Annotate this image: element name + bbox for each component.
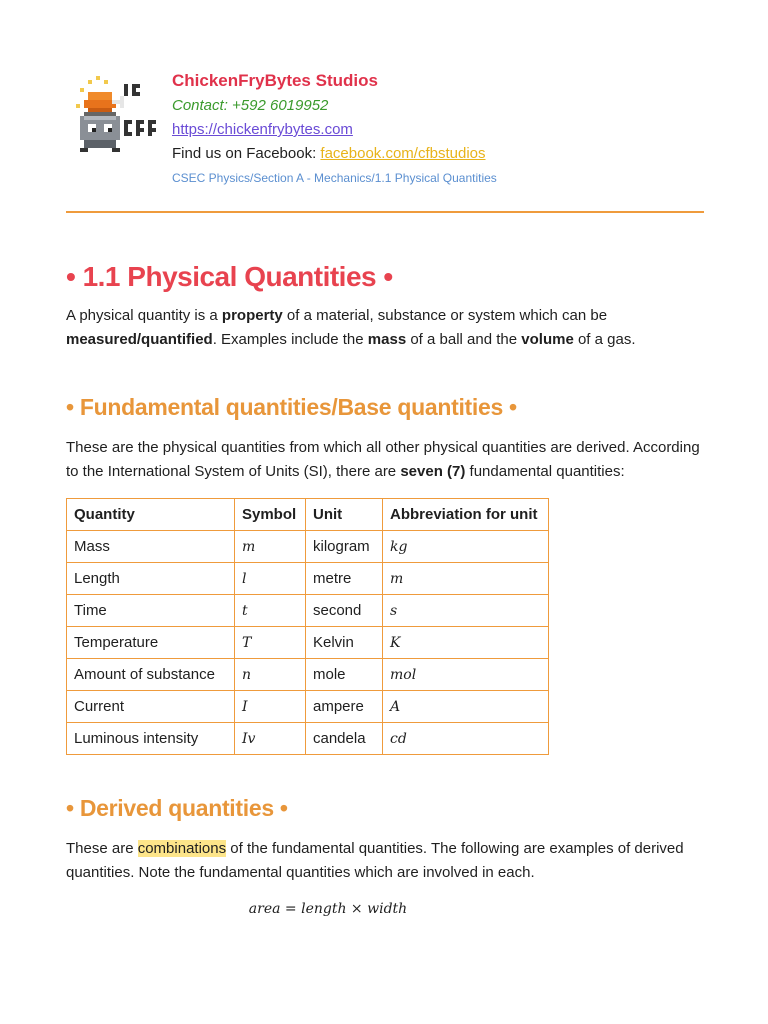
header bbox=[72, 66, 712, 196]
table-header-row bbox=[67, 499, 549, 531]
quantity-cell: Amount of substance bbox=[67, 659, 235, 691]
facebook-label: Find us on Facebook: bbox=[172, 145, 321, 162]
page-title: • 1.1 Physical Quantities • bbox=[66, 261, 393, 292]
abbreviation-cell: A bbox=[383, 691, 549, 723]
breadcrumb[interactable]: CSEC Physics/Section A - Mechanics/1.1 Physical Quantities bbox=[172, 171, 497, 185]
facebook-line bbox=[172, 142, 497, 166]
symbol-cell: l bbox=[235, 563, 306, 595]
quantity-cell: Temperature bbox=[67, 627, 235, 659]
header-quantity: Quantity bbox=[67, 499, 235, 531]
studio-name: ChickenFryBytes Studios bbox=[172, 71, 378, 90]
website-link[interactable]: https://chickenfrybytes.com bbox=[172, 121, 353, 138]
header-symbol: Symbol bbox=[235, 499, 306, 531]
fundamental-quantities-table bbox=[66, 498, 549, 755]
chicken-fry-bytes-logo-icon bbox=[72, 76, 156, 160]
derived-heading: • Derived quantities • bbox=[66, 795, 288, 821]
table-row bbox=[67, 627, 549, 659]
symbol-cell: m bbox=[235, 531, 306, 563]
document-body bbox=[66, 256, 706, 917]
unit-cell: second bbox=[306, 595, 383, 627]
quantity-cell: Length bbox=[67, 563, 235, 595]
table-row bbox=[67, 659, 549, 691]
table-row bbox=[67, 723, 549, 755]
area-formula: area = length × width bbox=[248, 901, 408, 917]
abbreviation-cell: mol bbox=[383, 659, 549, 691]
abbreviation-cell: cd bbox=[383, 723, 549, 755]
highlighted-term: combinations bbox=[137, 840, 227, 857]
symbol-cell: I bbox=[235, 691, 306, 723]
symbol-cell: Iv bbox=[235, 723, 306, 755]
abbreviation-cell: K bbox=[383, 627, 549, 659]
quantity-cell: Current bbox=[67, 691, 235, 723]
table-row bbox=[67, 595, 549, 627]
table-row bbox=[67, 563, 549, 595]
abbreviation-cell: kg bbox=[383, 531, 549, 563]
header-unit: Unit bbox=[306, 499, 383, 531]
unit-cell: Kelvin bbox=[306, 627, 383, 659]
fundamental-paragraph: These are the physical quantities from which all other physical quantities are derived. According to the International System of Units (SI), there are seven (7) fundamental quantities: bbox=[66, 439, 700, 480]
quantity-cell: Mass bbox=[67, 531, 235, 563]
derived-paragraph: These are combinations of the fundamental quantities. The following are examples of derived quantities. Note the fundamental quantities which are involved in each. bbox=[66, 840, 684, 881]
unit-cell: ampere bbox=[306, 691, 383, 723]
symbol-cell: n bbox=[235, 659, 306, 691]
table-row bbox=[67, 531, 549, 563]
header-divider bbox=[66, 211, 704, 213]
fundamental-heading: • Fundamental quantities/Base quantities • bbox=[66, 394, 517, 420]
facebook-link[interactable]: facebook.com/cfbstudios bbox=[320, 145, 486, 162]
abbreviation-cell: m bbox=[383, 563, 549, 595]
header-info bbox=[172, 66, 497, 189]
header-abbreviation: Abbreviation for unit bbox=[383, 499, 549, 531]
unit-cell: candela bbox=[306, 723, 383, 755]
abbreviation-cell: s bbox=[383, 595, 549, 627]
symbol-cell: t bbox=[235, 595, 306, 627]
intro-paragraph: A physical quantity is a property of a material, substance or system which can be measured/quantified. Examples include the mass of a ball and the volume of a gas. bbox=[66, 307, 636, 348]
unit-cell: mole bbox=[306, 659, 383, 691]
contact-phone: Contact: +592 6019952 bbox=[172, 97, 329, 114]
unit-cell: metre bbox=[306, 563, 383, 595]
quantity-cell: Time bbox=[67, 595, 235, 627]
unit-cell: kilogram bbox=[306, 531, 383, 563]
symbol-cell: T bbox=[235, 627, 306, 659]
table-row bbox=[67, 691, 549, 723]
quantity-cell: Luminous intensity bbox=[67, 723, 235, 755]
